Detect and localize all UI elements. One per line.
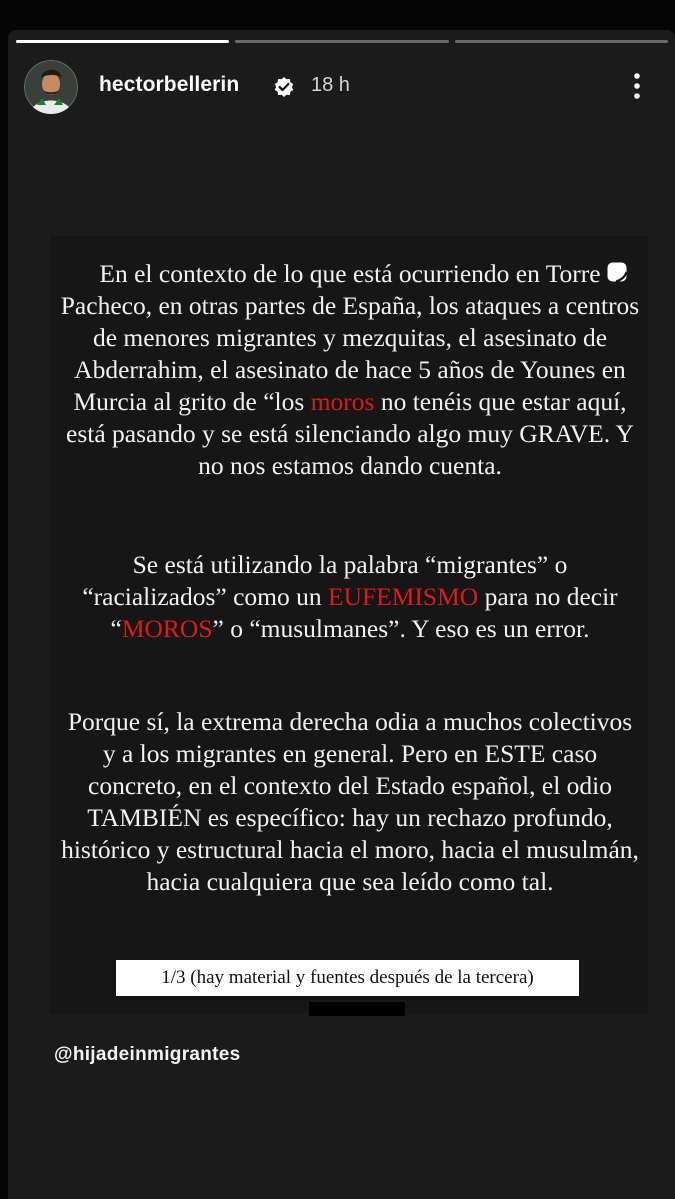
footnote-label: 1/3 (hay material y fuentes después de la tercera) [116,960,579,996]
story-paragraph-2-red-b: MOROS [121,614,213,643]
progress-segment-1-fill [16,40,229,43]
story-paragraph-3: Porque sí, la extrema derecha odia a muchos colectivos y a los migrantes en general. Pero en ESTE caso concreto, en el contexto del Estado español, el odio TAMBIÉN es específico: hay un rechazo profundo, histórico y estructural hacia el moro, hacia el musulmán, hacia cualquiera que sea leído como tal. [61,707,639,896]
story-paragraph-1-text-b: no tenéis que estar aquí, está pasando y se está silenciando algo muy GRAVE. Y no nos estamos dando cuenta. [66,387,634,480]
progress-segment-1 [16,40,229,43]
verified-badge-icon [273,76,295,98]
progress-segment-2 [235,40,448,43]
black-bar [309,1002,405,1016]
sticker-icon [605,260,629,284]
more-vertical-icon[interactable] [627,70,647,102]
story-paragraph-2-red-a: EUFEMISMO [328,582,479,611]
story-paragraph-2-text-a: Se está utilizando la palabra “migrantes” o “racializados” como un [82,550,568,611]
story-paragraph-2-text-b: para no decir “ [110,582,618,643]
story-paragraph-1 [60,258,640,482]
story-paragraph-2-text-c: ” o “musulmanes”. Y eso es un error. [212,614,590,643]
story-paragraph-2 [60,549,640,645]
avatar[interactable] [24,60,78,114]
progress-segment-3 [455,40,668,43]
time-ago: 18 h [311,74,350,96]
story-paragraph-1-red: moros [310,387,375,416]
username[interactable]: hectorbellerin [99,73,240,96]
story-header [24,60,654,112]
avatar-photo-icon [24,60,78,114]
story-paragraph-1-text-a: En el contexto de lo que está ocurriendo en Torre Pacheco, en otras partes de España, los ataques a centros de menores migrantes y mezquitas, el asesinato de Abderrahim, el asesinato de hace 5 años de Younes en Murcia al grito de “los [60,259,640,416]
mention-tag[interactable]: @hijadeinmigrantes [54,1044,241,1065]
story-progress-bars [16,40,668,44]
